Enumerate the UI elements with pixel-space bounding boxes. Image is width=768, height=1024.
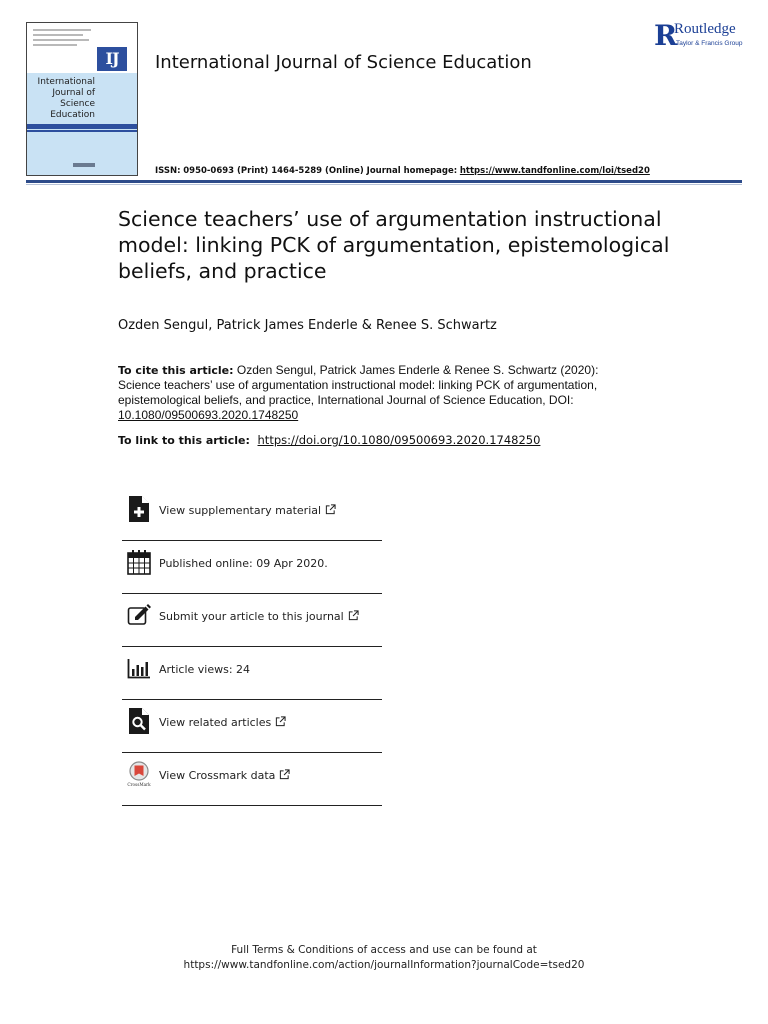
cover-header-text: [33, 29, 95, 49]
bar-chart-icon: [127, 655, 151, 681]
cover-logo: IJ: [97, 47, 127, 71]
cite-label: To cite this article:: [118, 364, 234, 377]
link-label: To link to this article:: [118, 434, 250, 447]
supplementary-label: View supplementary material: [159, 504, 322, 517]
issn-line: [155, 166, 650, 176]
article-link-line: [118, 433, 540, 447]
crossmark-label: View Crossmark data: [159, 769, 276, 782]
list-item-crossmark[interactable]: [122, 753, 382, 806]
related-articles-label: View related articles: [159, 716, 272, 729]
external-link-icon: [275, 716, 286, 727]
cite-doi-link[interactable]: 10.1080/09500693.2020.1748250: [118, 408, 299, 422]
publisher-subtitle: Taylor & Francis Group: [676, 40, 743, 47]
search-document-icon: [127, 708, 151, 734]
edit-icon: [127, 602, 151, 628]
article-info-list: [122, 488, 382, 806]
article-views: Article views: 24: [159, 663, 251, 676]
list-item-views: [122, 647, 382, 700]
terms-footer: [0, 943, 768, 973]
list-item-published: [122, 541, 382, 594]
citation-block: [118, 363, 638, 423]
publisher-name: Routledge: [674, 21, 736, 37]
external-link-icon: [348, 610, 359, 621]
submit-article-label: Submit your article to this journal: [159, 610, 344, 623]
issn-text: 0950-0693 (Print) 1464-5289 (Online) Journal homepage:: [183, 166, 458, 176]
crossmark-caption: CrossMark: [127, 782, 151, 787]
terms-text: Full Terms & Conditions of access and use can be found at: [231, 944, 537, 956]
cite-text: Ozden Sengul, Patrick James Enderle & Renee S. Schwartz (2020): Science teachers’ use of argumentation instructional model: linking PCK of argumentation, epistemological beliefs, and practice, International Journal of Science Education, DOI:: [118, 363, 599, 407]
journal-cover-thumbnail: [26, 22, 138, 176]
journal-title: International Journal of Science Education: [155, 52, 532, 73]
crossmark-icon: [127, 761, 151, 787]
header-divider-thin: [26, 184, 742, 185]
routledge-r-icon: R: [654, 19, 678, 52]
list-item-related[interactable]: [122, 700, 382, 753]
cover-title: International Journal of Science Education: [37, 77, 95, 120]
article-doi-link[interactable]: https://doi.org/10.1080/09500693.2020.1748250: [257, 433, 541, 447]
published-date: Published online: 09 Apr 2020.: [159, 557, 328, 570]
external-link-icon: [325, 504, 336, 515]
calendar-icon: [127, 549, 151, 575]
external-link-icon: [279, 769, 290, 780]
article-title: Science teachers’ use of argumentation instructional model: linking PCK of argumentation, epistemological beliefs, and practice: [118, 207, 670, 283]
header-divider: [26, 180, 742, 183]
publisher-logo[interactable]: [654, 20, 749, 52]
list-item-submit[interactable]: [122, 594, 382, 647]
terms-url[interactable]: https://www.tandfonline.com/action/journalInformation?journalCode=tsed20: [183, 959, 585, 971]
supplementary-file-icon: [127, 496, 151, 522]
article-authors: Ozden Sengul, Patrick James Enderle & Renee S. Schwartz: [118, 318, 497, 333]
list-item-supplementary[interactable]: [122, 488, 382, 541]
journal-homepage-link[interactable]: https://www.tandfonline.com/loi/tsed20: [459, 166, 650, 176]
issn-label: ISSN:: [155, 166, 181, 176]
